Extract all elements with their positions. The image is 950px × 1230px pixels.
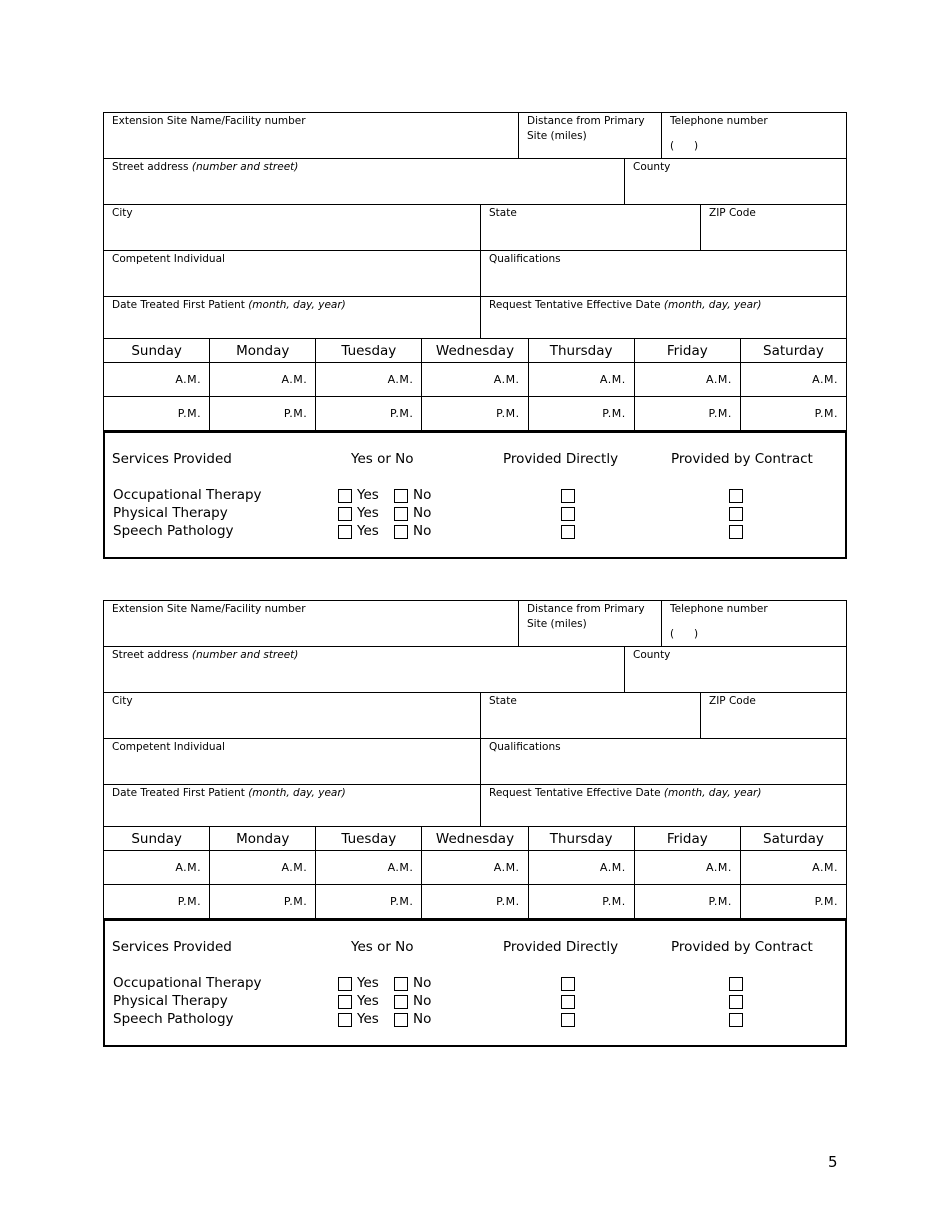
request-effective-date-label: Request Tentative Effective Date (month, day, year)	[489, 787, 762, 799]
no-checkbox[interactable]	[394, 489, 408, 503]
street-address-field[interactable]	[104, 647, 624, 692]
pm-cell[interactable]: P.M.	[422, 397, 528, 431]
day-monday: Monday	[210, 827, 316, 851]
provided-by-contract-checkbox[interactable]	[729, 525, 743, 539]
schedule-table	[103, 338, 847, 431]
pm-cell[interactable]: P.M.	[634, 885, 740, 919]
yes-checkbox[interactable]	[338, 995, 352, 1009]
row-street	[103, 646, 847, 692]
am-cell[interactable]: A.M.	[634, 363, 740, 397]
am-cell[interactable]: A.M.	[316, 851, 422, 885]
pm-cell[interactable]: P.M.	[316, 885, 422, 919]
no-checkbox[interactable]	[394, 1013, 408, 1027]
city-field[interactable]	[104, 205, 480, 250]
am-row	[104, 363, 847, 397]
pm-row	[104, 885, 847, 919]
distance-field[interactable]	[518, 113, 661, 158]
services-box	[103, 919, 847, 1047]
pm-cell[interactable]: P.M.	[104, 397, 210, 431]
provided-directly-header: Provided Directly	[503, 451, 619, 467]
am-cell[interactable]: A.M.	[104, 851, 210, 885]
day-sunday: Sunday	[104, 339, 210, 363]
provided-directly-checkbox[interactable]	[561, 1013, 575, 1027]
yes-or-no-header: Yes or No	[351, 451, 414, 467]
pm-cell[interactable]: P.M.	[528, 885, 634, 919]
am-row	[104, 851, 847, 885]
competent-individual-label: Competent Individual	[112, 253, 225, 265]
request-effective-date-label: Request Tentative Effective Date (month, day, year)	[489, 299, 762, 311]
yes-label: Yes	[357, 505, 379, 521]
request-effective-date-field[interactable]	[480, 785, 846, 826]
city-label: City	[112, 695, 133, 707]
day-wednesday: Wednesday	[422, 827, 528, 851]
no-checkbox[interactable]	[394, 507, 408, 521]
am-cell[interactable]: A.M.	[634, 851, 740, 885]
service-name: Speech Pathology	[113, 1011, 234, 1027]
yes-label: Yes	[357, 975, 379, 991]
am-cell[interactable]: A.M.	[316, 363, 422, 397]
yes-or-no-header: Yes or No	[351, 939, 414, 955]
no-label: No	[413, 1011, 432, 1027]
state-label: State	[489, 207, 517, 219]
county-field[interactable]	[624, 647, 846, 692]
no-label: No	[413, 993, 432, 1009]
extension-site-field[interactable]	[104, 601, 518, 646]
qualifications-field[interactable]	[480, 251, 846, 296]
area-code-parens: ( )	[670, 140, 699, 152]
service-name: Speech Pathology	[113, 523, 234, 539]
service-row-speech	[105, 1011, 845, 1029]
no-checkbox[interactable]	[394, 977, 408, 991]
service-name: Physical Therapy	[113, 505, 228, 521]
qualifications-label: Qualifications	[489, 741, 561, 753]
service-row-physical	[105, 505, 845, 523]
yes-label: Yes	[357, 993, 379, 1009]
schedule-table	[103, 826, 847, 919]
state-label: State	[489, 695, 517, 707]
day-monday: Monday	[210, 339, 316, 363]
pm-cell[interactable]: P.M.	[528, 397, 634, 431]
yes-checkbox[interactable]	[338, 977, 352, 991]
yes-checkbox[interactable]	[338, 489, 352, 503]
date-first-patient-field[interactable]	[104, 785, 480, 826]
competent-individual-label: Competent Individual	[112, 741, 225, 753]
zip-label: ZIP Code	[709, 695, 756, 707]
pm-cell[interactable]: P.M.	[210, 397, 316, 431]
extension-site-field[interactable]	[104, 113, 518, 158]
zip-field[interactable]	[700, 693, 846, 738]
no-label: No	[413, 505, 432, 521]
no-checkbox[interactable]	[394, 525, 408, 539]
provided-directly-header: Provided Directly	[503, 939, 619, 955]
am-cell[interactable]: A.M.	[740, 851, 846, 885]
date-first-patient-label: Date Treated First Patient (month, day, year)	[112, 299, 346, 311]
no-checkbox[interactable]	[394, 995, 408, 1009]
pm-cell[interactable]: P.M.	[316, 397, 422, 431]
pm-cell[interactable]: P.M.	[210, 885, 316, 919]
no-label: No	[413, 523, 432, 539]
provided-directly-checkbox[interactable]	[561, 507, 575, 521]
day-friday: Friday	[634, 339, 740, 363]
yes-checkbox[interactable]	[338, 525, 352, 539]
provided-directly-checkbox[interactable]	[561, 977, 575, 991]
day-header-row	[104, 339, 847, 363]
yes-checkbox[interactable]	[338, 1013, 352, 1027]
date-first-patient-field[interactable]	[104, 297, 480, 338]
service-row-speech	[105, 523, 845, 541]
day-tuesday: Tuesday	[316, 827, 422, 851]
day-tuesday: Tuesday	[316, 339, 422, 363]
telephone-field[interactable]	[661, 113, 846, 158]
pm-row	[104, 397, 847, 431]
area-code-parens: ( )	[670, 628, 699, 640]
day-thursday: Thursday	[528, 827, 634, 851]
county-field[interactable]	[624, 159, 846, 204]
distance-label: Distance from Primary Site (miles)	[527, 603, 645, 630]
qualifications-label: Qualifications	[489, 253, 561, 265]
am-cell[interactable]: A.M.	[104, 363, 210, 397]
telephone-label: Telephone number	[670, 115, 768, 127]
day-thursday: Thursday	[528, 339, 634, 363]
row-dates	[103, 296, 847, 338]
row-street	[103, 158, 847, 204]
extension-site-form-2	[103, 600, 847, 1047]
services-box	[103, 431, 847, 559]
row-city	[103, 204, 847, 250]
pm-cell[interactable]: P.M.	[740, 397, 846, 431]
am-cell[interactable]: A.M.	[210, 363, 316, 397]
yes-label: Yes	[357, 487, 379, 503]
am-cell[interactable]: A.M.	[422, 363, 528, 397]
zip-label: ZIP Code	[709, 207, 756, 219]
row-site-name	[103, 600, 847, 646]
service-row-physical	[105, 993, 845, 1011]
provided-directly-checkbox[interactable]	[561, 489, 575, 503]
provided-by-contract-checkbox[interactable]	[729, 489, 743, 503]
telephone-label: Telephone number	[670, 603, 768, 615]
am-cell[interactable]: A.M.	[528, 363, 634, 397]
distance-label: Distance from Primary Site (miles)	[527, 115, 645, 142]
distance-field[interactable]	[518, 601, 661, 646]
competent-individual-field[interactable]	[104, 251, 480, 296]
am-cell[interactable]: A.M.	[422, 851, 528, 885]
service-row-occupational	[105, 487, 845, 505]
services-provided-header: Services Provided	[112, 939, 232, 955]
row-site-name	[103, 112, 847, 158]
service-name: Physical Therapy	[113, 993, 228, 1009]
street-address-field[interactable]	[104, 159, 624, 204]
day-saturday: Saturday	[740, 827, 846, 851]
competent-individual-field[interactable]	[104, 739, 480, 784]
county-label: County	[633, 649, 671, 661]
am-cell[interactable]: A.M.	[740, 363, 846, 397]
yes-label: Yes	[357, 1011, 379, 1027]
street-address-label: Street address (number and street)	[112, 649, 299, 661]
am-cell[interactable]: A.M.	[528, 851, 634, 885]
page-number: 5	[828, 1153, 838, 1171]
city-label: City	[112, 207, 133, 219]
service-name: Occupational Therapy	[113, 975, 262, 991]
state-field[interactable]	[480, 205, 700, 250]
row-dates	[103, 784, 847, 826]
provided-by-contract-checkbox[interactable]	[729, 995, 743, 1009]
yes-checkbox[interactable]	[338, 507, 352, 521]
pm-cell[interactable]: P.M.	[740, 885, 846, 919]
row-city	[103, 692, 847, 738]
no-label: No	[413, 487, 432, 503]
row-competent	[103, 738, 847, 784]
service-row-occupational	[105, 975, 845, 993]
am-cell[interactable]: A.M.	[210, 851, 316, 885]
pm-cell[interactable]: P.M.	[104, 885, 210, 919]
day-header-row	[104, 827, 847, 851]
state-field[interactable]	[480, 693, 700, 738]
provided-by-contract-checkbox[interactable]	[729, 977, 743, 991]
services-provided-header: Services Provided	[112, 451, 232, 467]
yes-label: Yes	[357, 523, 379, 539]
date-first-patient-label: Date Treated First Patient (month, day, year)	[112, 787, 346, 799]
day-saturday: Saturday	[740, 339, 846, 363]
county-label: County	[633, 161, 671, 173]
qualifications-field[interactable]	[480, 739, 846, 784]
street-address-label: Street address (number and street)	[112, 161, 299, 173]
provided-by-contract-header: Provided by Contract	[671, 451, 813, 467]
provided-directly-checkbox[interactable]	[561, 995, 575, 1009]
zip-field[interactable]	[700, 205, 846, 250]
city-field[interactable]	[104, 693, 480, 738]
provided-by-contract-checkbox[interactable]	[729, 507, 743, 521]
row-competent	[103, 250, 847, 296]
provided-directly-checkbox[interactable]	[561, 525, 575, 539]
extension-site-form-1	[103, 112, 847, 559]
extension-site-label: Extension Site Name/Facility number	[112, 603, 306, 615]
day-wednesday: Wednesday	[422, 339, 528, 363]
provided-by-contract-checkbox[interactable]	[729, 1013, 743, 1027]
pm-cell[interactable]: P.M.	[422, 885, 528, 919]
request-effective-date-field[interactable]	[480, 297, 846, 338]
service-name: Occupational Therapy	[113, 487, 262, 503]
pm-cell[interactable]: P.M.	[634, 397, 740, 431]
provided-by-contract-header: Provided by Contract	[671, 939, 813, 955]
extension-site-label: Extension Site Name/Facility number	[112, 115, 306, 127]
day-sunday: Sunday	[104, 827, 210, 851]
day-friday: Friday	[634, 827, 740, 851]
telephone-field[interactable]	[661, 601, 846, 646]
no-label: No	[413, 975, 432, 991]
